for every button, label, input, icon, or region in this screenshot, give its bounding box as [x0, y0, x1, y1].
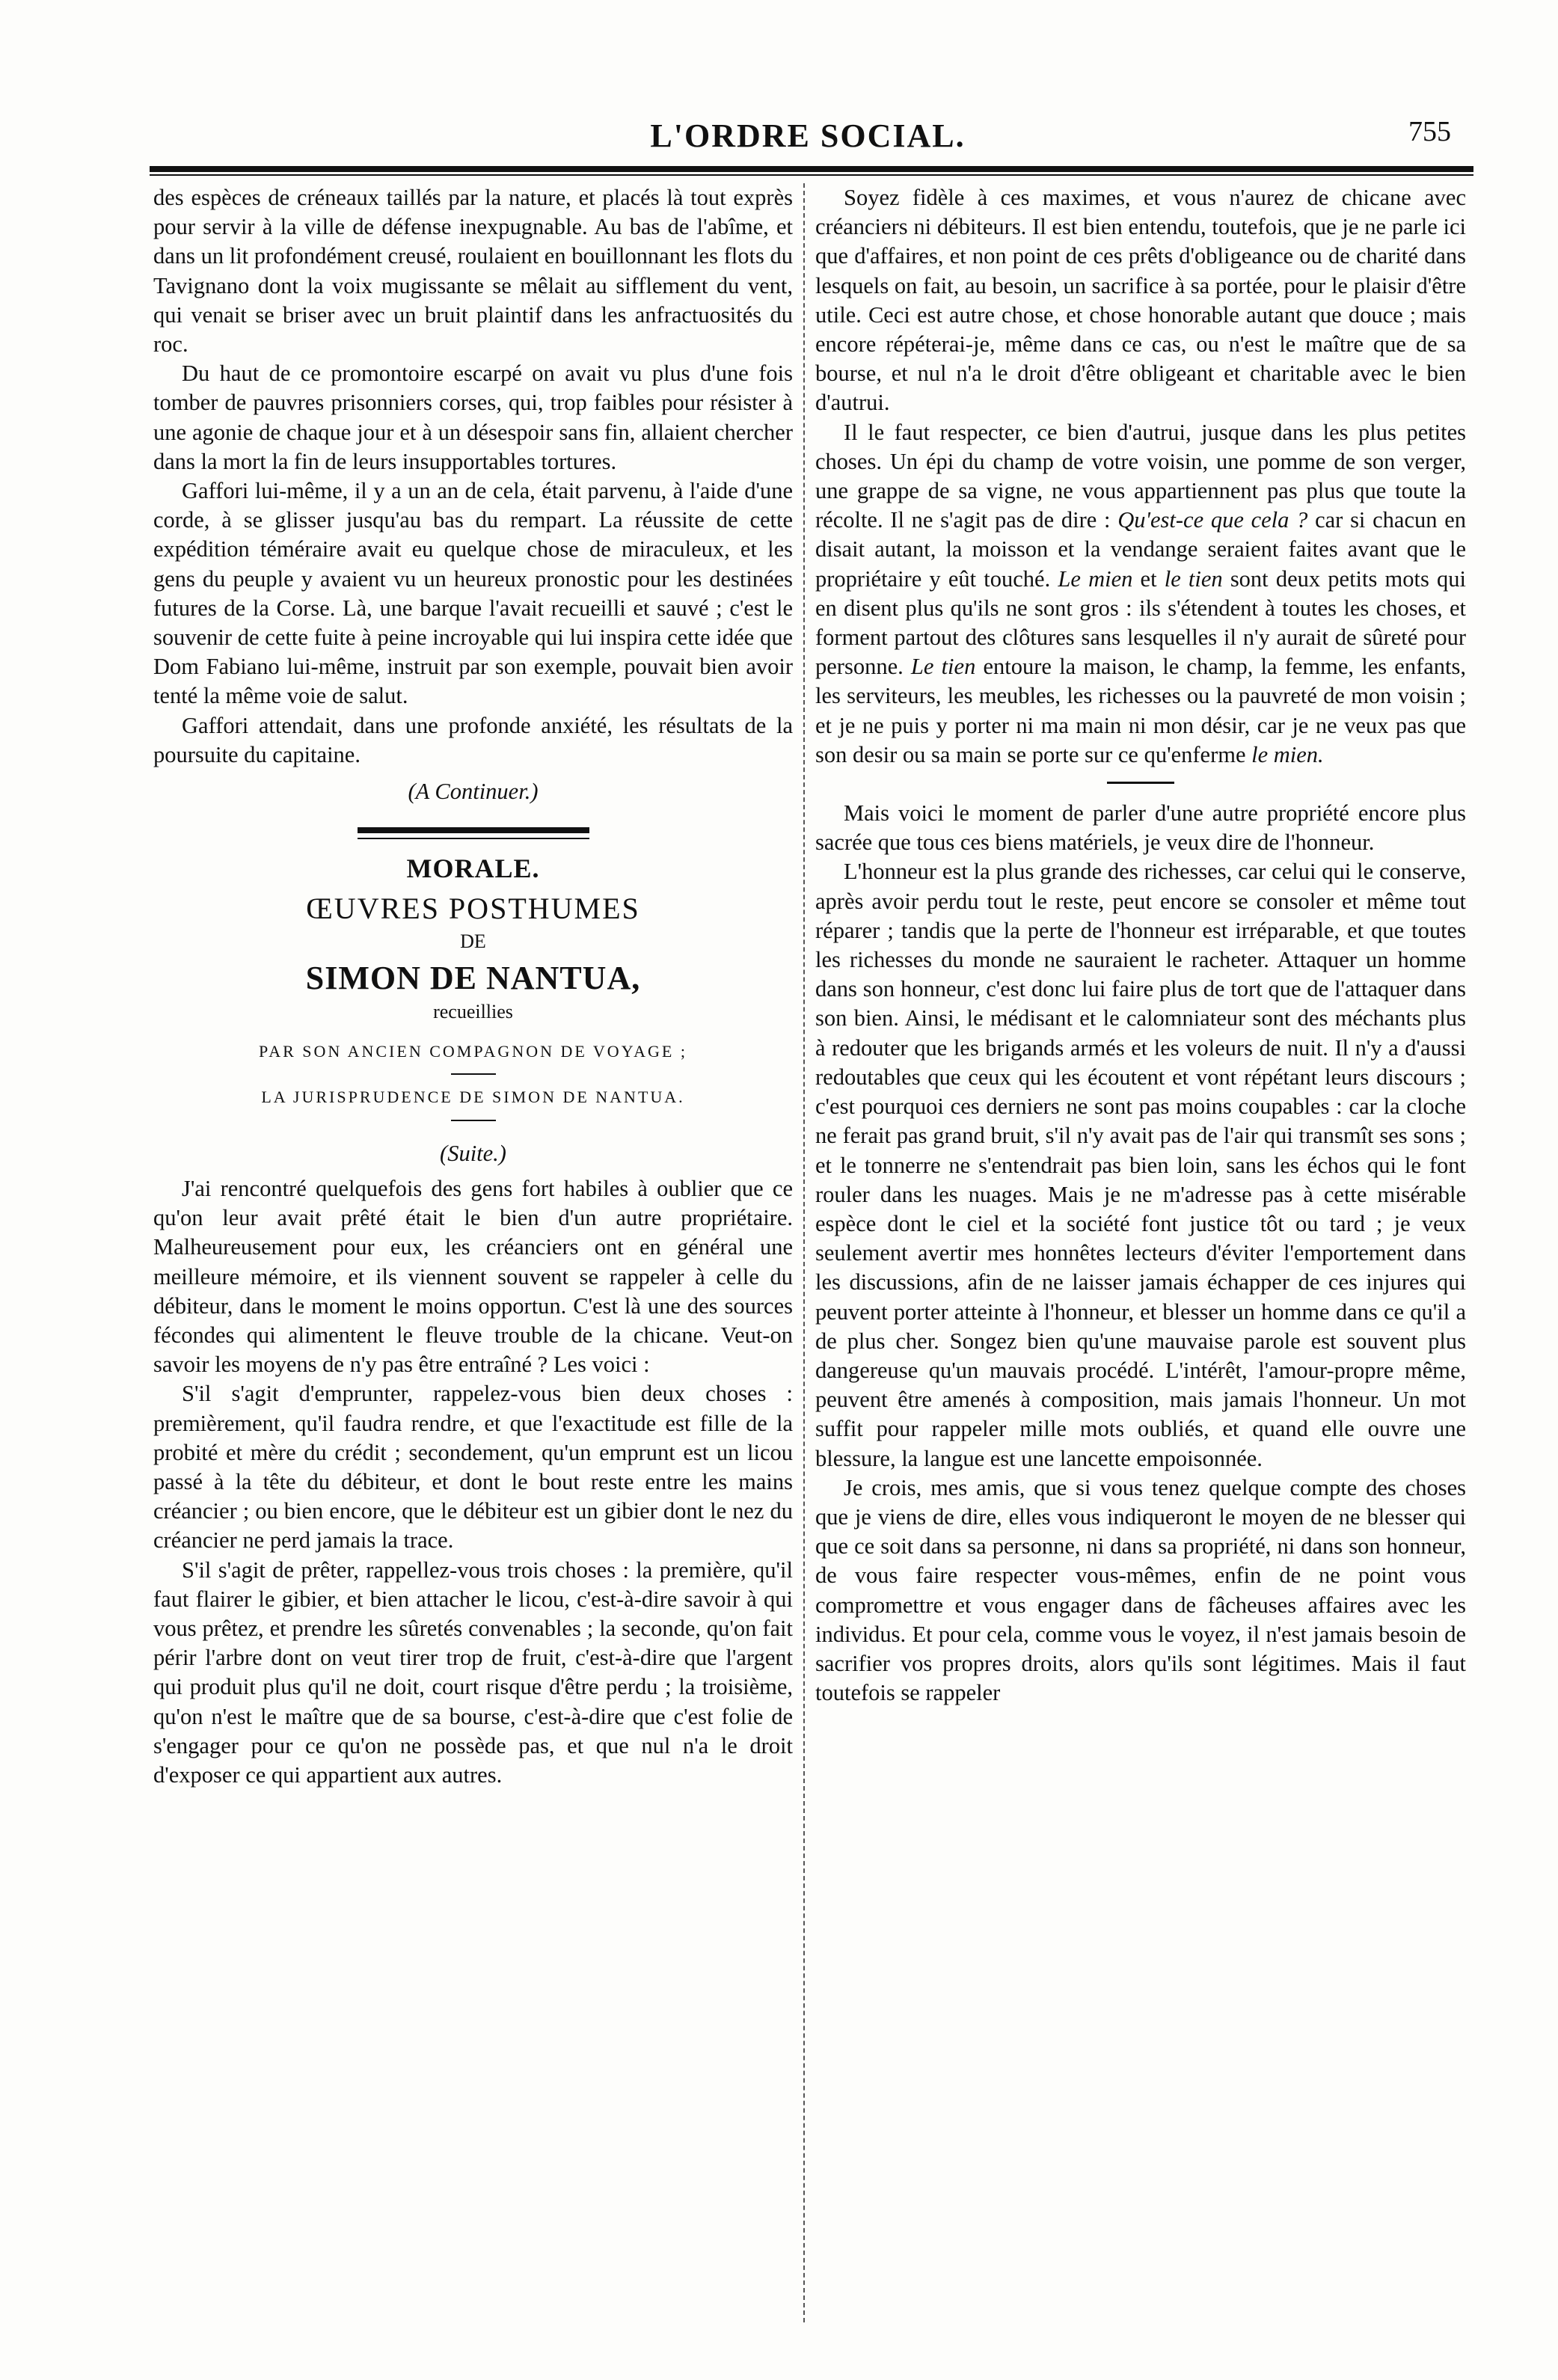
- header-rule-thick: [150, 166, 1473, 172]
- right-column: [815, 183, 1466, 1708]
- work-de: DE: [460, 930, 486, 952]
- paragraph: S'il s'agit d'emprunter, rappelez-vous bien deux choses : premièrement, qu'il faudra rendre, et que l'exactitude est fille de la probité et mère du crédit ; secondement, qu'un emprunt est un licou passé à la tête du débiteur, et dont le bout reste entre les mains créancier ; ou bien encore, que le débiteur est un gibier dont le nez du créancier ne perd jamais la trace.: [153, 1381, 793, 1554]
- text-run: sont deux petits mots qui en disent plus qu'ils ne sont gros : ils s'étendent à toutes les choses, et forment partout des clôtures sans lesquelles il n'y aurait de sûreté pour personne.: [815, 565, 1466, 680]
- italic-text: Qu'est-ce que cela ?: [1117, 507, 1308, 533]
- author-name: SIMON DE NANTUA,: [305, 959, 641, 996]
- par-line: PAR SON ANCIEN COMPAGNON DE VOYAGE ;: [259, 1042, 687, 1061]
- header-rule-thin: [150, 174, 1473, 176]
- paragraph: Soyez fidèle à ces maximes, et vous n'aurez de chicane avec créanciers ni débiteurs. Il est bien entendu, toutefois, que je ne parle ici que d'affaires, et non point de ces prêts d'obligeance ou de charité dans lesquels on fait, au besoin, un sacrifice à sa portée, pour le plaisir d'être utile. Ceci est autre chose, et chose honorable autant que douce ; mais encore répéterai-je, même dans ce cas, ou n'est le maître que de sa bourse, et nul n'a le droit d'être obligeant et charitable avec le bien d'autrui.: [815, 185, 1466, 416]
- paragraph: J'ai rencontré quelquefois des gens fort habiles à oublier que ce qu'on leur avait prêté était le bien d'un autre propriétaire. Malheureusement pour eux, les créanciers ont en général une meilleure mémoire, et ils viennent souvent se rappeler à celle du débiteur, dans le moment le moins opportun. C'est là une des sources fécondes qui alimentent le fleuve trouble de la chicane. Veut-on savoir les moyens de n'y pas être entraîné ? Les voici :: [153, 1175, 793, 1378]
- paragraph: [815, 418, 1466, 770]
- suite-note: (Suite.): [440, 1140, 506, 1166]
- paragraph: Je crois, mes amis, que si vous tenez quelque compte des choses que je viens de dire, elles vous indiqueront le moyen de ne blesser qui que ce soit dans sa personne, ni dans sa propriété, ni dans son honneur, de vous faire respecter vous-mêmes, enfin de ne point vous compromettre et vous engager dans de fâcheuses affaires avec les individus. Et pour cela, comme vous le voyez, il n'est jamais besoin de sacrifier vos propres droits, alors qu'ils sont légitimes. Mais il faut toutefois se rappeler: [815, 1474, 1466, 1706]
- italic-text: Le tien: [910, 654, 976, 680]
- section-separator-thin: [358, 838, 589, 839]
- paragraph: S'il s'agit de prêter, rappellez-vous trois choses : la première, qu'il faut flairer le gibier, et bien attacher le licou, c'est-à-dire savoir à qui vous prêtez, et prendre les sûretés convenables ; la seconde, qu'on fait périr l'arbre dont on veut tirer trop de fruit, c'est-à-dire que l'argent qui produit plus qu'il ne doit, court risque d'être perdu ; la troisième, qu'on n'est le maître que de sa bourse, c'est-à-dire que c'est folie de s'engager pour ce qu'on ne possède pas, et que nul n'a le droit d'exposer ce qui appartient aux autres.: [153, 1556, 793, 1788]
- text-run: entoure la maison, le champ, la femme, les enfants, les serviteurs, les meubles, les richesses ou la pauvreté de mon voisin ; et je ne puis y porter ni ma main ni mon désir, car je ne veux pas que son desir ou sa main se porte sur ce qu'enferme: [815, 654, 1466, 767]
- text-run: car si chacun en disait autant, la moisson et la vendange seraient faites avant que le propriétaire y eût touché.: [815, 507, 1466, 592]
- italic-text: le mien.: [1251, 741, 1324, 767]
- text-run: et: [1132, 565, 1165, 592]
- left-column: [153, 183, 793, 1790]
- subtitle-rule: [451, 1120, 496, 1121]
- page-number: 755: [1408, 116, 1451, 147]
- page-header: [142, 112, 1473, 157]
- paragraph: des espèces de créneaux taillés par la nature, et placés là tout exprès pour servir à la ville de défense inexpugnable. Au bas de l'abîme, et dans un lit profondément creusé, roulaient en bouillonnant les flots du Tavignano dont la voix mugissante se mêlait au sifflement du vent, qui venait se briser avec un bruit plaintif dans les anfractuosités du roc.: [153, 185, 793, 358]
- column-divider: [803, 183, 806, 2322]
- section-separator-thick: [358, 827, 589, 833]
- paragraph-separator: [1107, 782, 1174, 784]
- paragraph: Mais voici le moment de parler d'une autre propriété encore plus sacrée que tous ces biens matériels, je veux dire de l'honneur.: [815, 800, 1466, 856]
- continued-note: (A Continuer.): [408, 779, 539, 805]
- italic-text: le tien: [1164, 565, 1223, 592]
- recueillies-label: recueillies: [433, 1001, 513, 1023]
- journal-title: L'ORDRE SOCIAL.: [650, 117, 966, 154]
- section-heading: MORALE.: [406, 853, 540, 884]
- text-run: Il le faut respecter, ce bien d'autrui, jusque dans les plus petites choses. Un épi du champ de votre voisin, une pomme de son verger, une grappe de sa vigne, ne vous appartiennent pas plus que toute la récolte. Il ne s'agit pas de dire :: [815, 419, 1466, 533]
- paragraph: L'honneur est la plus grande des richesses, car celui qui le conserve, après avoir perdu tout le reste, peut encore se consoler et même tout réparer ; tandis que la perte de l'honneur est irréparable, et que toutes les richesses du monde ne sauraient le racheter. Attaquer un homme dans son honneur, c'est donc lui faire plus de tort que de l'attaquer dans son bien. Ainsi, le médisant et le calomniateur sont des méchants plus à redouter que les brigands armés et les voleurs de nuit. Il n'y a d'aussi redoutables que ceux qui les écoutent et vont répétant leurs discours ; c'est pourquoi ces derniers ne sont pas moins coupables : car la cloche ne ferait pas grand bruit, s'il n'y avait pas de l'air qui transmît ses sons ; et le tonnerre ne s'entendrait pas bien loin, sans les échos qui le font rouler dans les nuages. Mais je ne m'adresse pas à cette misérable espèce dont le ciel et la société font justice tôt ou tard ; je veux seulement avertir mes honnêtes lecteurs d'éviter l'emportement dans les discussions, afin de ne laisser jamais échapper de ces injures qui peuvent porter atteinte à l'honneur, et blesser un homme dans ce qu'il a de plus cher. Songez bien qu'une mauvaise parole est souvent plus dangereuse qu'un mauvais procédé. L'intérêt, l'amour-propre même, peuvent être amenés à composition, mais jamais l'honneur. Un mot suffit pour rappeler mille mots oubliés, et quand elle ouvre une blessure, la langue est une lancette empoisonnée.: [815, 859, 1466, 1471]
- italic-text: Le mien: [1058, 565, 1133, 592]
- paragraph: Du haut de ce promontoire escarpé on avait vu plus d'une fois tomber de pauvres prisonniers corses, qui, trop faibles pour résister à une agonie de chaque jour et à un désespoir sans fin, allaient chercher dans la mort la fin de leurs insupportables tortures.: [153, 361, 793, 474]
- article-subtitle: LA JURISPRUDENCE DE SIMON DE NANTUA.: [261, 1088, 685, 1107]
- work-title: ŒUVRES POSTHUMES: [306, 892, 640, 926]
- paragraph: Gaffori lui-même, il y a un an de cela, était parvenu, à l'aide d'une corde, à se glisser jusqu'au bas du rempart. La réussite de cette expédition téméraire avait eu quelque chose de miraculeux, et les gens du peuple y avaient vu un heureux pronostic pour les destinées futures de la Corse. Là, une barque l'avait recueilli et sauvé ; c'est le souvenir de cette fuite à peine incroyable qui lui inspira cette idée que Dom Fabiano lui-même, instruit par son exemple, pouvait bien avoir tenté la même voie de salut.: [153, 478, 793, 709]
- subtitle-rule: [451, 1073, 496, 1075]
- paragraph: Gaffori attendait, dans une profonde anxiété, les résultats de la poursuite du capitaine.: [153, 712, 793, 767]
